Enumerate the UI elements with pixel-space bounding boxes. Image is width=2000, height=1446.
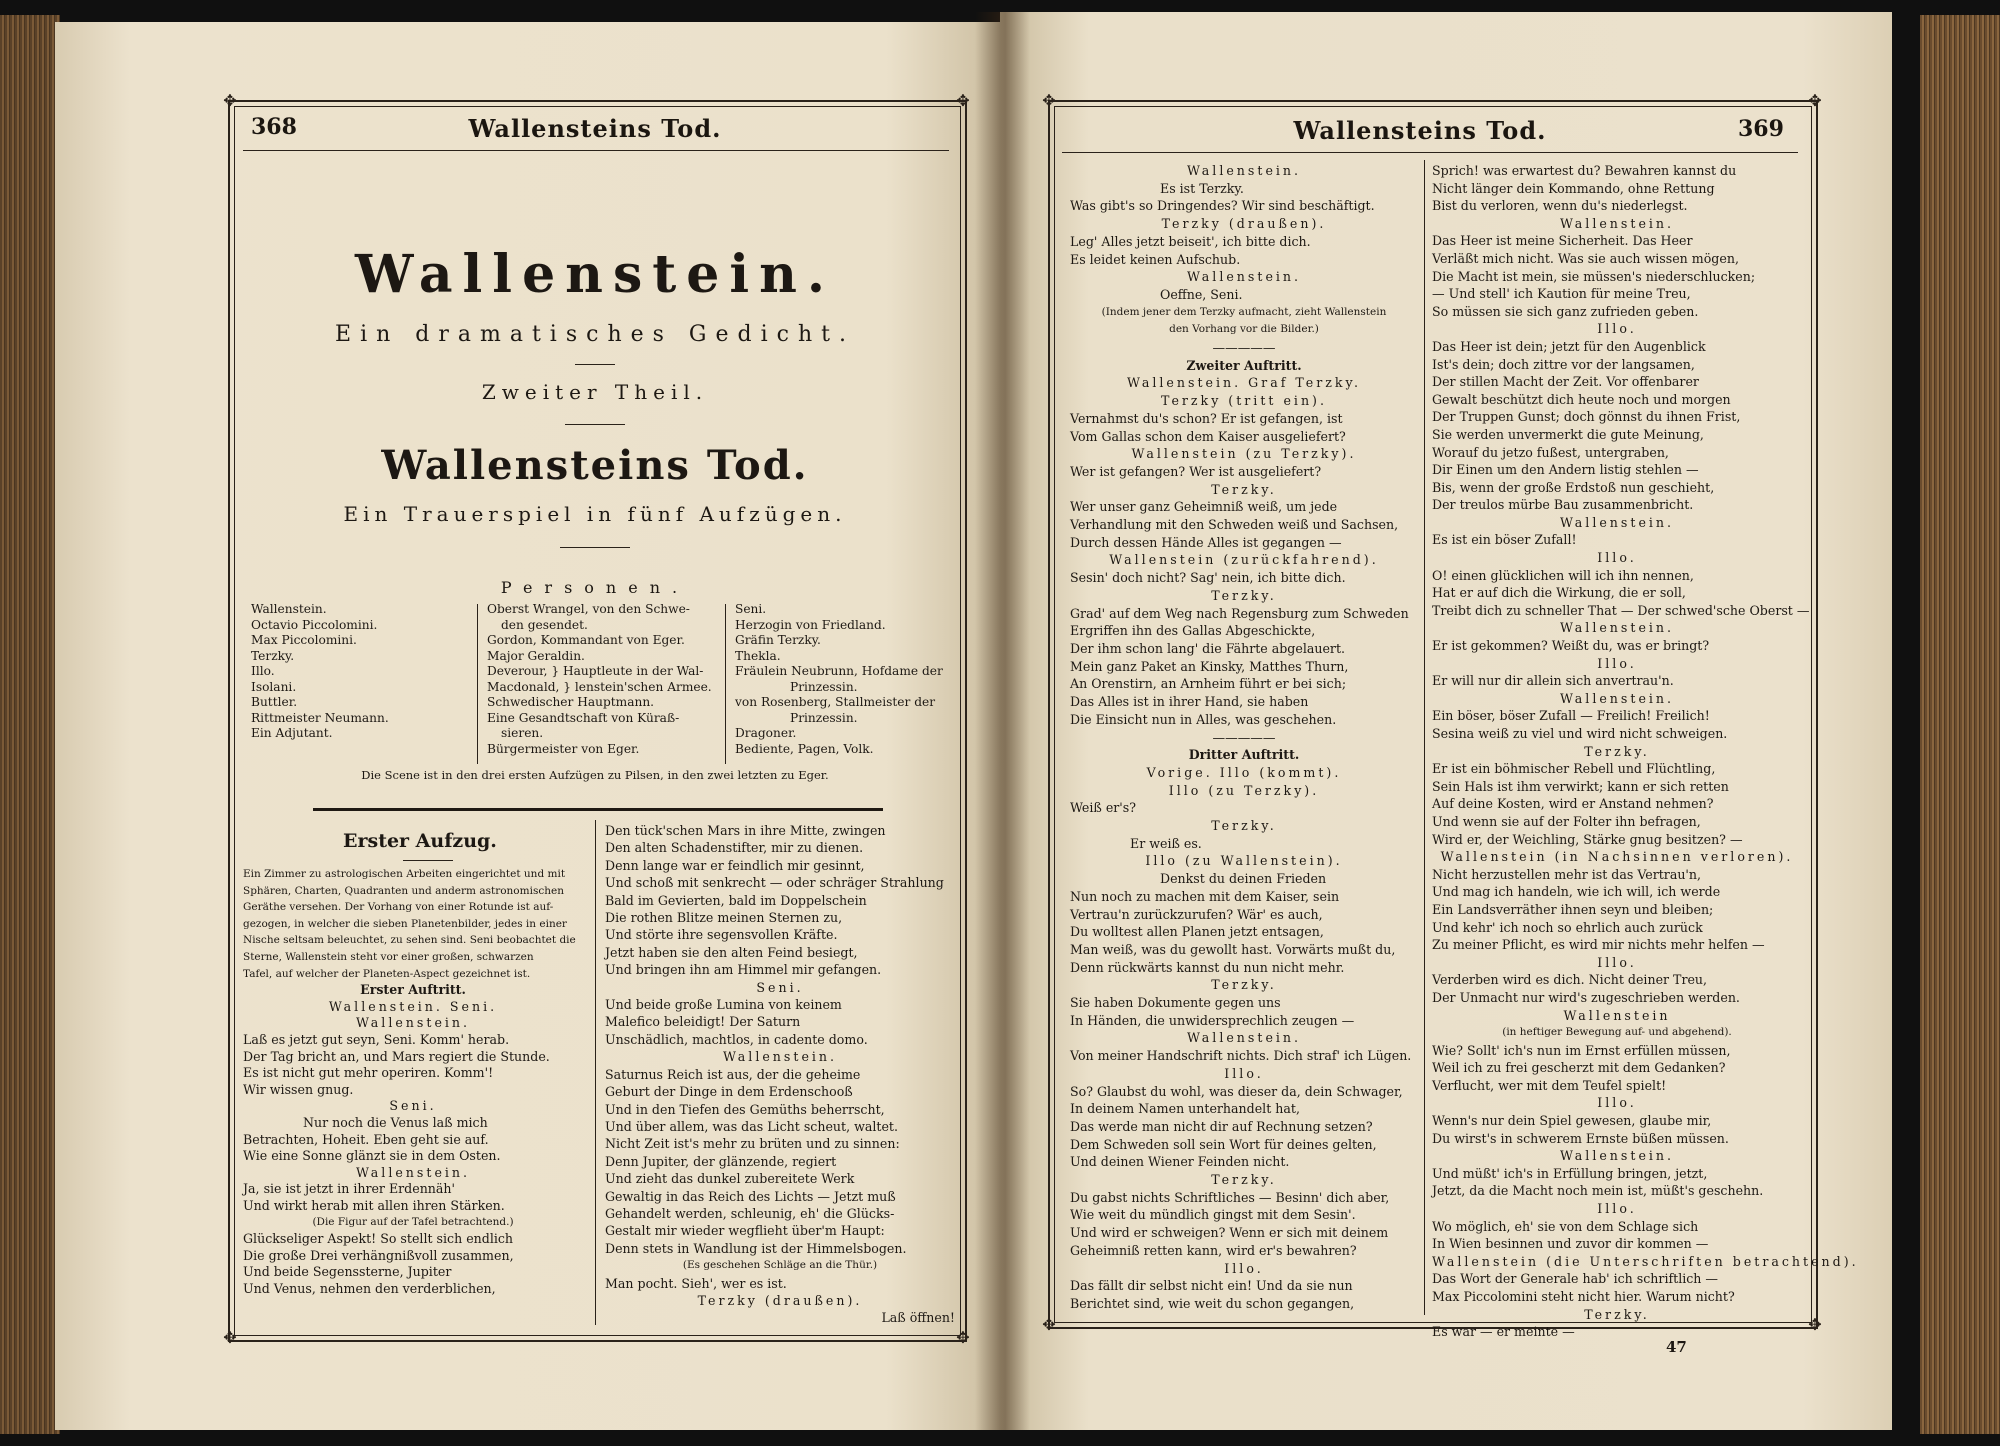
text-line: Verflucht, wer mit dem Teufel spielt! [1432,1077,1667,1093]
text-line: Terzky. [1211,818,1277,834]
text-line: Und beide Segenssterne, Jupiter [243,1264,452,1280]
text-line: Illo. [1597,655,1637,671]
text-line: Leg' Alles jetzt beiseit', ich bitte dich. [1070,233,1311,249]
text-line: Wer unser ganz Geheimniß weiß, um jede [1070,499,1338,515]
text-line: Er will nur dir allein sich anvertrau'n. [1432,673,1674,689]
text-line: Hat er auf dich die Wirkung, die er soll, [1432,585,1686,601]
list-item: Prinzessin. [790,710,858,725]
text-line: Geräthe versehen. Der Vorhang von einer Rotunde ist auf- [243,901,554,914]
text-line: Illo. [1597,1095,1637,1111]
text-line: Und störte ihre segensvollen Kräfte. [605,927,838,943]
text-line: Man weiß, was du gewollt hast. Vorwärts mußt du, [1070,941,1396,957]
text-line: Laß öffnen! [881,1310,955,1326]
text-line: Nicht länger dein Kommando, ohne Rettung [1432,180,1715,196]
text-line: Nicht Zeit ist's mehr zu brüten und zu sinnen: [605,1136,900,1152]
text-line: Es leidet keinen Aufschub. [1070,251,1241,267]
text-line: Worauf du jetzo fußest, untergraben, [1432,444,1669,460]
text-line: Wo möglich, eh' sie von dem Schlage sich [1432,1218,1699,1234]
text-line: Und mag ich handeln, wie ich will, ich werde [1432,884,1721,900]
list-item: Ein Adjutant. [251,726,333,740]
text-line: Unschädlich, machtlos, in cadente domo. [605,1031,868,1047]
list-item: Gordon, Kommandant von Eger. [487,633,685,647]
book-gutter [975,12,1030,1430]
left-text-column-a [243,866,583,1297]
text-line: Und kehr' ich noch so ehrlich auch zurück [1432,919,1703,935]
text-line: Der stillen Macht der Zeit. Vor offenbarer [1432,374,1699,390]
text-line: Und müßt' ich's in Erfüllung bringen, jetzt, [1432,1165,1708,1181]
text-line: Gewaltig in das Reich des Lichts — Jetzt muß [605,1188,896,1204]
text-line: ————— [1212,729,1276,745]
text-line: Wallenstein. [1559,1148,1675,1164]
text-line: Seni. [389,1098,437,1114]
text-line: Bis, wenn der große Erdstoß nun geschieht, [1432,479,1715,495]
text-line: Die rothen Blitze meinen Sternen zu, [605,910,843,926]
list-item: von Rosenberg, Stallmeister der [735,695,936,709]
text-line: Illo. [1224,1065,1264,1081]
corner-ornament-icon: ✥ [223,1328,237,1347]
text-line: Tafel, auf welcher der Planeten-Aspect gezeichnet ist. [243,967,531,980]
text-line: Wallenstein [1563,1007,1671,1023]
text-line: Mein ganz Paket an Kinsky, Matthes Thurn, [1070,658,1349,674]
text-line: Denn rückwärts kannst du nun nicht mehr. [1070,959,1345,975]
book-edge-left [0,15,60,1434]
list-item: Deverour, } Hauptleute in der Wal- [487,664,704,678]
corner-ornament-icon: ✥ [1808,1315,1822,1334]
text-line: Was gibt's so Dringendes? Wir sind beschäftigt. [1070,198,1375,214]
text-line: Dir Einen um den Andern listig stehlen — [1432,462,1699,478]
list-item: Thekla. [735,648,781,663]
page-number: 368 [251,114,297,140]
text-line: Wallenstein. [1186,163,1302,178]
running-title: Wallensteins Tod. [468,114,722,143]
personen-col-3 [735,602,960,757]
text-line: Wallenstein (zu Terzky). [1131,446,1357,462]
text-line: Es ist nicht gut mehr operiren. Komm'! [243,1065,494,1081]
list-item: Illo. [251,664,275,678]
text-line: Wie? Sollt' ich's nun im Ernst erfüllen müssen, [1432,1042,1731,1058]
text-line: Illo (zu Wallenstein). [1145,853,1343,869]
text-line: Grad' auf dem Weg nach Regensburg zum Schweden [1070,605,1409,621]
list-item: Oberst Wrangel, von den Schwe- [487,602,690,616]
text-line: Wallenstein (in Nachsinnen verloren). [1440,849,1794,865]
text-line: Wallenstein. [355,1164,471,1180]
signature-mark: 47 [1666,1338,1687,1356]
header-rule [243,150,949,151]
text-line: Von meiner Handschrift nichts. Dich straf' ich Lügen. [1070,1048,1412,1064]
personen-heading: Personen. [500,578,690,597]
text-line: Illo. [1597,954,1637,970]
text-line: An Orenstirn, an Arnheim führt er bei sich; [1070,676,1347,692]
text-line: Das Wort der Generale hab' ich schriftlich — [1432,1271,1719,1287]
text-line: Und über allem, was das Licht scheut, waltet. [605,1118,898,1134]
text-line: Jetzt, da die Macht noch mein ist, müßt's geschehn. [1432,1183,1764,1199]
text-line: Es war — er meinte — [1432,1324,1575,1340]
text-line: Illo. [1224,1260,1264,1276]
corner-ornament-icon: ✥ [1042,91,1056,110]
text-line: Erster Auftritt. [360,982,466,998]
text-line: Wenn's nur dein Spiel gewesen, glaube mir, [1432,1113,1712,1129]
corner-ornament-icon: ✥ [956,1328,970,1347]
text-line: Denn stets in Wandlung ist der Himmelsbogen. [605,1240,907,1256]
book-edge-right [1920,15,2000,1434]
text-line: Und bringen ihn am Himmel mir gefangen. [605,962,882,978]
text-line: Nur noch die Venus laß mich [303,1114,488,1130]
text-line: den Vorhang vor die Bilder.) [1169,323,1319,336]
list-item: Prinzessin. [790,679,858,694]
scene-note: Die Scene ist in den drei ersten Aufzügen zu Pilsen, in den zwei letzten zu Eger. [361,768,829,782]
list-item: Octavio Piccolomini. [251,617,378,632]
list-item: Bürgermeister von Eger. [487,741,640,756]
text-line: Der Truppen Gunst; doch gönnst du ihnen Frist, [1432,409,1741,425]
text-line: Wallenstein (zurückfahrend). [1109,552,1379,568]
text-line: Berichtet sind, wie weit du schon gegangen, [1070,1296,1355,1311]
text-line: Das Alles ist in ihrer Hand, sie haben [1070,694,1309,710]
text-line: Oeffne, Seni. [1160,286,1243,302]
text-line: Wallenstein. [722,1049,838,1065]
text-line: Weil ich zu frei gescherzt mit dem Gedanken? [1432,1060,1726,1076]
text-line: Das Heer ist dein; jetzt für den Augenblick [1432,338,1706,354]
subtitle: Ein dramatisches Gedicht. [335,322,855,347]
text-line: ————— [1212,340,1276,356]
list-item: Rittmeister Neumann. [251,710,389,725]
list-item: Buttler. [251,695,298,709]
column-rule [1424,160,1425,1315]
text-line: Wallenstein (die Unterschriften betrachtend). [1432,1253,1859,1269]
text-line: Wallenstein. [355,1015,471,1031]
text-line: Denn lange war er feindlich mir gesinnt, [605,857,865,873]
text-line: Du wirst's in schwerem Ernste büßen müssen. [1432,1130,1729,1146]
text-line: Du wolltest allen Planen jetzt entsagen, [1070,924,1324,940]
list-item: Bediente, Pagen, Volk. [735,741,874,756]
list-item: Schwedischer Hauptmann. [487,695,655,709]
text-line: Terzky (tritt ein). [1161,393,1327,409]
text-line: Terzky (draußen). [697,1292,863,1308]
text-line: Vertrau'n zurückzurufen? Wär' es auch, [1070,906,1323,922]
text-line: Das werde man nicht dir auf Rechnung setzen? [1070,1118,1373,1134]
text-line: Und Venus, nehmen den verderblichen, [243,1280,496,1296]
column-rule [725,604,726,764]
text-line: Der treulos mürbe Bau zusammenbricht. [1432,497,1694,513]
text-line: Und schoß mit senkrecht — oder schräger Strahlung [605,875,944,891]
running-title: Wallensteins Tod. [1293,116,1547,145]
divider [560,547,630,548]
text-line: Gewalt beschützt dich heute noch und morgen [1432,391,1731,407]
text-line: Geheimniß retten kann, wird er's bewahren? [1070,1242,1357,1258]
text-line: Den tück'schen Mars in ihre Mitte, zwingen [605,823,886,838]
text-line: Und beide große Lumina von keinem [605,997,842,1013]
text-line: Saturnus Reich ist aus, der die geheime [605,1066,861,1082]
text-line: Terzky. [1211,481,1277,497]
text-line: Das fällt dir selbst nicht ein! Und da sie nun [1070,1278,1353,1294]
right-text-column-a [1070,162,1418,1313]
text-line: Verläßt mich nicht. Was sie auch wissen mögen, [1432,250,1739,266]
text-line: Und wenn sie auf der Folter ihn befragen, [1432,813,1701,829]
personen-col-2 [487,602,737,757]
text-line: Sesin' doch nicht? Sag' nein, ich bitte dich. [1070,570,1346,586]
divider [403,860,453,861]
text-line: Wir wissen gnug. [243,1081,354,1097]
text-line: (Indem jener dem Terzky aufmacht, zieht Wallenstein [1101,305,1387,318]
text-line: Und wirkt herab mit allen ihren Stärken. [243,1197,505,1213]
left-page [55,22,1000,1430]
list-item: Eine Gesandtschaft von Küraß- [487,710,680,725]
divider [575,364,615,365]
page-number: 369 [1738,116,1784,142]
text-line: Treibt dich zu schneller That — Der schwed'sche Oberst — [1432,602,1810,618]
list-item: Macdonald, } lenstein'schen Armee. [487,679,712,694]
corner-ornament-icon: ✥ [1042,1315,1056,1334]
text-line: Vorige. Illo (kommt). [1146,764,1342,780]
list-item: sieren. [501,726,544,740]
text-line: Illo. [1597,550,1637,566]
text-line: Nicht herzustellen mehr ist das Vertrau'n, [1432,866,1702,882]
text-line: Terzky. [1584,743,1650,759]
text-line: Die große Drei verhängnißvoll zusammen, [243,1247,514,1263]
list-item: Major Geraldin. [487,648,585,663]
list-item: Isolani. [251,679,297,694]
text-line: Der ihm schon lang' die Fährte abgelauert. [1070,640,1346,656]
text-line: Und zieht das dunkel zubereitete Werk [605,1171,855,1187]
text-line: In deinem Namen unterhandelt hat, [1070,1101,1300,1117]
part-title: Zweiter Theil. [481,380,709,404]
text-line: Vom Gallas schon dem Kaiser ausgeliefert? [1070,428,1346,444]
list-item: Dragoner. [735,726,797,740]
section-rule [313,808,883,811]
text-line: (Es geschehen Schläge an die Thür.) [682,1259,878,1272]
text-line: Es ist ein böser Zufall! [1432,532,1577,548]
text-line: Denn Jupiter, der glänzende, regiert [605,1153,837,1169]
text-line: Sprich! was erwartest du? Bewahren kannst du [1432,163,1737,178]
text-line: Terzky (draußen). [1161,216,1327,232]
list-item: Terzky. [251,648,295,663]
text-line: Ein Landsverräther ihnen seyn und bleiben; [1432,901,1714,917]
text-line: Betrachten, Hoheit. Eben geht sie auf. [243,1131,489,1147]
right-page [1000,12,1892,1430]
text-line: Wallenstein. [1559,514,1675,530]
text-line: Terzky. [1584,1306,1650,1322]
text-line: In Händen, die unwidersprechlich zeugen — [1070,1012,1355,1028]
list-item: Seni. [735,602,767,616]
text-line: Wallenstein. [1559,690,1675,706]
text-line: Bald im Gevierten, bald im Doppelschein [605,892,867,908]
text-line: Durch dessen Hände Alles ist gegangen — [1070,534,1342,550]
text-line: Ein Zimmer zu astrologischen Arbeiten eingerichtet und mit [243,868,566,880]
list-item: Wallenstein. [251,602,327,616]
text-line: Ja, sie ist jetzt in ihrer Erdennäh' [243,1181,455,1197]
text-line: Illo (zu Terzky). [1168,782,1320,798]
text-line: Terzky. [1211,587,1277,603]
text-line: Er ist ein böhmischer Rebell und Flüchtling, [1432,761,1716,777]
text-line: Gehandelt werden, schleunig, eh' die Glücks- [605,1205,895,1221]
text-line: Gestalt mir wieder wegflieht über'm Haupt: [605,1223,885,1239]
text-line: Nische seltsam beleuchtet, zu sehen sind. Seni beobachtet die [243,934,576,947]
corner-ornament-icon: ✥ [223,91,237,110]
text-line: Wie eine Sonne glänzt sie in dem Osten. [243,1148,501,1164]
list-item: Fräulein Neubrunn, Hofdame der [735,664,943,678]
text-line: So müssen sie sich ganz zufrieden geben. [1432,303,1699,319]
text-line: Und wird er schweigen? Wenn er sich mit deinem [1070,1225,1389,1241]
text-line: Illo. [1597,321,1637,337]
play-title: Wallensteins Tod. [381,442,809,489]
divider [565,424,625,425]
corner-ornament-icon: ✥ [1808,91,1822,110]
text-line: Man pocht. Sieh', wer es ist. [605,1275,787,1291]
list-item: Gräfin Terzky. [735,633,821,647]
text-line: Er ist gekommen? Weißt du, was er bringt? [1432,638,1710,654]
right-text-column-b [1432,162,1859,1341]
list-item: Max Piccolomini. [251,633,357,647]
text-line: Sterne, Wallenstein steht vor einer großen, schwarzen [243,950,534,963]
main-title: Wallenstein. [354,244,835,305]
text-line: Sesina weiß zu viel und wird nicht schweigen. [1432,726,1728,741]
text-line: Der Unmacht nur wird's zugeschrieben werden. [1432,989,1740,1005]
text-line: Ist's dein; doch zittre vor der langsamen, [1432,356,1695,372]
text-line: Er weiß es. [1130,835,1202,851]
text-line: Vernahmst du's schon? Er ist gefangen, ist [1070,410,1343,426]
text-line: Nun noch zu machen mit dem Kaiser, sein [1070,888,1340,904]
text-line: Laß es jetzt gut seyn, Seni. Komm' herab. [243,1031,510,1047]
text-line: Es ist Terzky. [1160,180,1244,196]
text-line: Zu meiner Pflicht, es wird mir nichts mehr helfen — [1432,937,1765,953]
text-line: Dem Schweden soll sein Wort für deines gelten, [1070,1136,1377,1152]
text-line: O! einen glücklichen will ich ihn nennen, [1432,567,1694,583]
text-line: Auf deine Kosten, wird er Anstand nehmen? [1432,796,1714,812]
text-line: Zweiter Auftritt. [1186,357,1302,373]
text-line: Weiß er's? [1070,800,1136,816]
text-line: Sie haben Dokumente gegen uns [1070,995,1281,1011]
text-line: Jetzt haben sie den alten Feind besiegt, [605,944,858,960]
text-line: Dritter Auftritt. [1188,747,1300,763]
text-line: Du gabst nichts Schriftliches — Besinn' dich aber, [1070,1189,1390,1205]
text-line: Und in den Tiefen des Gemüths beherrscht, [605,1101,885,1117]
column-rule [595,820,596,1325]
corner-ornament-icon: ✥ [956,91,970,110]
text-line: (in heftiger Bewegung auf- und abgehend). [1502,1026,1732,1039]
text-line: — Und stell' ich Kaution für meine Treu, [1432,286,1691,302]
text-line: Malefico beleidigt! Der Saturn [605,1014,801,1030]
text-line: Wallenstein. [1559,620,1675,636]
text-line: Den alten Schadenstifter, mir zu dienen. [605,840,864,856]
text-line: Das Heer ist meine Sicherheit. Das Heer [1432,233,1693,249]
list-item: Herzogin von Friedland. [735,617,886,632]
text-line: Wird er, der Weichling, Stärke gnug besitzen? — [1432,831,1743,847]
text-line: In Wien besinnen und zuvor dir kommen — [1432,1236,1709,1252]
text-line: Geburt der Dinge in dem Erdenschooß [605,1084,853,1100]
text-line: Die Macht ist mein, sie müssen's niederschlucken; [1432,268,1756,284]
text-line: Glückseliger Aspekt! So stellt sich endlich [243,1231,514,1247]
text-line: Verhandlung mit den Schweden weiß und Sachsen, [1070,517,1399,533]
text-line: Wallenstein. [1186,269,1302,285]
text-line: Max Piccolomini steht nicht hier. Warum nicht? [1432,1289,1735,1304]
text-line: Wallenstein. [1559,215,1675,231]
text-line: So? Glaubst du wohl, was dieser da, dein Schwager, [1070,1083,1403,1099]
text-line: Die Einsicht nun in Alles, was geschehen. [1070,711,1337,727]
left-text-column-b [605,822,955,1327]
text-line: Wie weit du mündlich gingst mit dem Sesin'. [1070,1207,1356,1223]
text-line: Wallenstein. Seni. [328,998,498,1014]
text-line: Und deinen Wiener Feinden nicht. [1070,1154,1290,1170]
text-line: Illo. [1597,1201,1637,1217]
text-line: Ein böser, böser Zufall — Freilich! Freilich! [1432,708,1710,724]
text-line: Terzky. [1211,977,1277,993]
list-item: den gesendet. [501,617,588,632]
text-line: Verderben wird es dich. Nicht deiner Treu, [1432,972,1708,988]
text-line: Denkst du deinen Frieden [1160,871,1327,887]
text-line: Bist du verloren, wenn du's niederlegst. [1432,198,1688,214]
text-line: Wallenstein. [1186,1030,1302,1046]
text-line: Sein Hals ist ihm verwirkt; kann er sich retten [1432,778,1729,794]
play-subtitle: Ein Trauerspiel in fünf Aufzügen. [343,502,847,526]
text-line: gezogen, in welcher die sieben Planetenbilder, jedes in einer [243,917,567,930]
header-rule [1062,152,1798,153]
text-line: Sie werden unvermerkt die gute Meinung, [1432,426,1704,442]
text-line: Terzky. [1211,1172,1277,1188]
text-line: Seni. [756,979,804,995]
column-rule [477,604,478,764]
text-line: (Die Figur auf der Tafel betrachtend.) [312,1216,514,1229]
text-line: Ergriffen ihn des Gallas Abgeschickte, [1070,623,1316,639]
text-line: Wer ist gefangen? Wer ist ausgeliefert? [1070,463,1322,479]
text-line: Wallenstein. Graf Terzky. [1127,375,1361,391]
text-line: Der Tag bricht an, und Mars regiert die Stunde. [243,1048,550,1064]
text-line: Sphären, Charten, Quadranten und anderm astronomischen [243,884,564,897]
act-heading: Erster Aufzug. [343,830,497,852]
